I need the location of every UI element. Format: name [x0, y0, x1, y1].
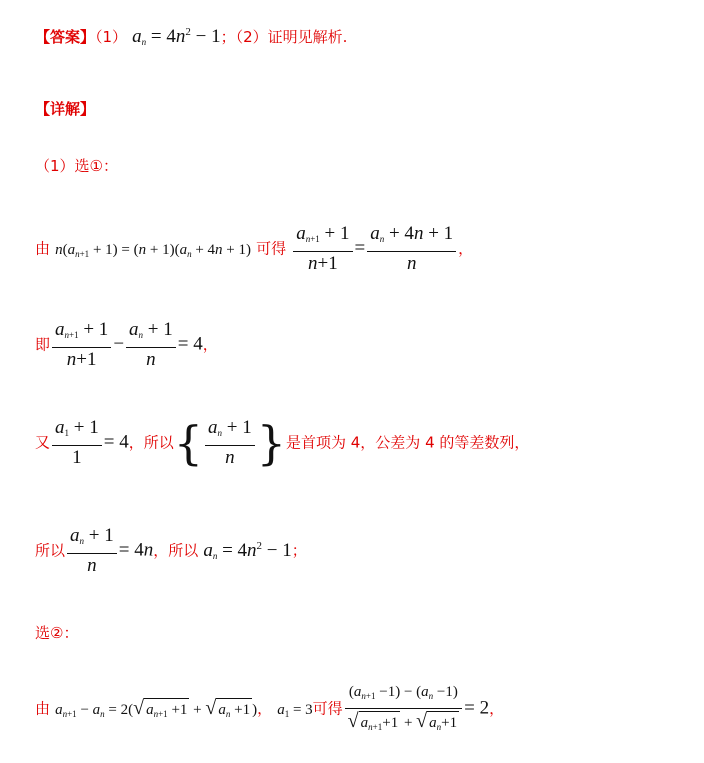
line1-fraction-a: $\frac{a_{n+1} + 1}{n+1}$: [293, 222, 352, 276]
line4-eq: = 4n: [118, 539, 154, 561]
part1-prefix: （1）: [95, 28, 128, 46]
right-brace: }: [256, 416, 286, 470]
line5-fraction: $\frac{(a_{n+1} -1) - (a_n -1)}{√ a_{n+1}+1 + √ a_n+1}$: [345, 680, 462, 738]
equation-line-4: [35, 524, 307, 578]
detail-tag: 【详解】: [35, 100, 96, 118]
line1-middle: 可得: [256, 239, 287, 258]
line5-end: ，: [489, 699, 505, 718]
line4-end: ；: [291, 541, 307, 560]
line4-mid: ，所以: [153, 541, 199, 560]
line3-eq: = 4: [103, 431, 129, 453]
line1-end: ，: [458, 239, 474, 258]
left-brace: {: [173, 416, 203, 470]
equation-line-5: [35, 680, 504, 738]
line3-mid: ，所以: [128, 433, 174, 452]
equation-line-1: 由 $n(a_{n+1} + 1) = (n + 1)(a_n + 4n + 1)$ 可得 $\frac{a_{n+1} + 1}{n+1}$ = $\frac{a_n + 4n + 1}{n}$ ，: [35, 223, 474, 274]
answer-line: [35, 26, 347, 48]
line1-prefix: 由: [35, 239, 51, 258]
line3-prefix: 又: [35, 433, 51, 452]
line2-fraction-b: $\frac{a_n + 1}{n}$: [126, 318, 176, 372]
line3-sequence-fraction: $\frac{a_n + 1}{n}$: [205, 416, 255, 470]
line3-suffix: 是首项为 4，公差为 4 的等差数列，: [286, 433, 530, 452]
line5-mid: 可得: [312, 699, 343, 718]
answer-sep: ；: [220, 28, 236, 46]
line1-fraction-b: $\frac{a_n + 4n + 1}{n}$: [367, 222, 456, 276]
line5-rhs: = 2: [464, 697, 490, 719]
line3-fraction: $\frac{a_1 + 1}{1}$: [52, 416, 102, 470]
line2-end: ，: [202, 335, 218, 354]
equation-line-2: 即 $\frac{a_{n+1} + 1}{n+1}$ − $\frac{a_n + 1}{n}$ = 4，: [35, 319, 218, 370]
choice1-label: （1）选①：: [35, 157, 118, 175]
line4-prefix: 所以: [35, 541, 66, 560]
line4-fraction: $\frac{a_n + 1}{n}$: [67, 524, 117, 578]
choice2-label: 选②：: [35, 624, 79, 642]
answer-part2: （2）证明见解析.: [235, 28, 348, 46]
line2-rhs: = 4: [177, 333, 203, 355]
line5-sep: ，: [257, 699, 273, 718]
line2-prefix: 即: [35, 335, 51, 354]
line5-init: $a_1 = 3$: [277, 701, 313, 719]
line2-fraction-a: $\frac{a_{n+1} + 1}{n+1}$: [52, 318, 111, 372]
line4-result: $a_n = 4n^2 - 1$: [203, 539, 292, 561]
answer-tag: 【答案】: [35, 28, 96, 46]
line1-eq-left: $n(a_{n+1} + 1) = (n + 1)(a_n + 4n + 1)$: [55, 241, 251, 259]
line5-prefix: 由: [35, 699, 51, 718]
answer-formula: $a_n = 4n^2 - 1$: [132, 26, 221, 47]
line5-eq: $a_{n+1} - a_n = 2(√$ $a_{n+1} +1$ + √ $a_n +1$ ): [55, 702, 257, 718]
equation-line-3: [35, 416, 529, 470]
